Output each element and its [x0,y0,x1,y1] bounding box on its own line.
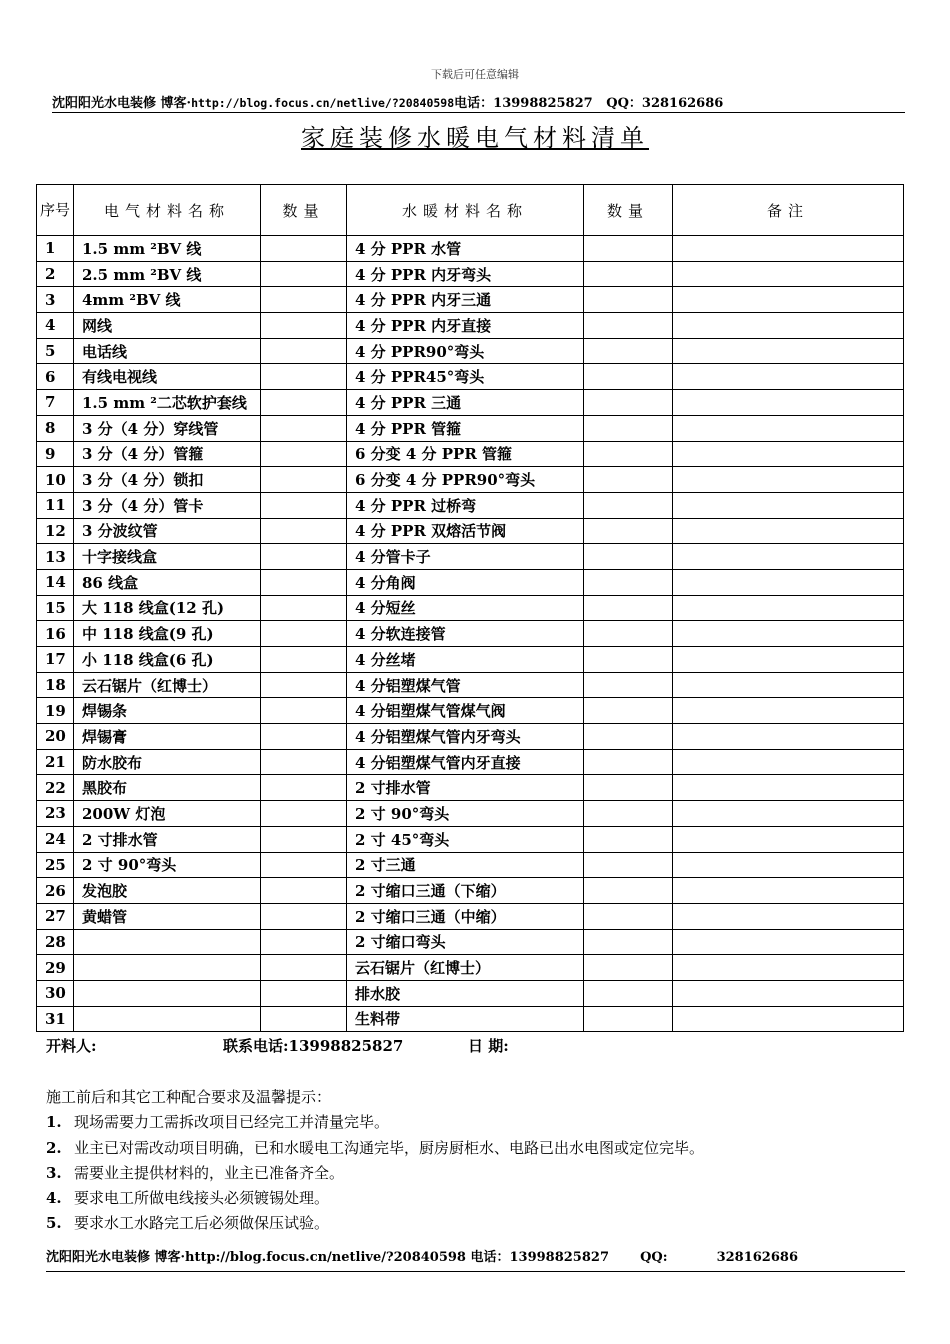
plumbing-quantity-cell [584,1006,673,1032]
row-number: 28 [37,929,74,955]
remarks-cell [673,364,904,390]
electric-material-name: 1.5 mm ²二芯软护套线 [74,390,261,416]
row-number: 10 [37,467,74,493]
remarks-cell [673,313,904,339]
plumbing-quantity-cell [584,467,673,493]
note-number: 2. [46,1138,62,1157]
plumbing-material-name: 2 寸排水管 [347,775,584,801]
electric-quantity-cell [261,955,347,981]
electric-material-name: 黑胶布 [74,775,261,801]
remarks-cell [673,441,904,467]
electric-quantity-cell [261,338,347,364]
header-line [52,92,905,113]
plumbing-quantity-cell [584,647,673,673]
note-number: 3. [46,1163,62,1182]
row-number: 3 [37,287,74,313]
row-number: 30 [37,980,74,1006]
plumbing-material-name: 6 分变 4 分 PPR90°弯头 [347,467,584,493]
table-row [37,980,904,1006]
electric-quantity-cell [261,287,347,313]
electric-material-name: 86 线盒 [74,569,261,595]
remarks-cell [673,775,904,801]
electric-material-name: 3 分（4 分）穿线管 [74,415,261,441]
table-row [37,467,904,493]
note-item [46,1211,704,1236]
contact-phone: 联系电话:13998825827 [223,1037,404,1055]
footer-qq-label: QQ: [640,1250,668,1265]
remarks-cell [673,621,904,647]
remarks-cell [673,287,904,313]
electric-material-name: 200W 灯泡 [74,801,261,827]
remarks-cell [673,467,904,493]
table-row [37,415,904,441]
header-phone: 电话：13998825827 [454,96,593,111]
table-row [37,929,904,955]
electric-material-name [74,1006,261,1032]
electric-material-name [74,955,261,981]
remarks-cell [673,801,904,827]
electric-quantity-cell [261,647,347,673]
plumbing-quantity-cell [584,878,673,904]
plumbing-material-name: 4 分 PPR 过桥弯 [347,492,584,518]
plumbing-quantity-cell [584,903,673,929]
plumbing-quantity-cell [584,724,673,750]
plumbing-material-name: 4 分管卡子 [347,544,584,570]
note-text: 要求水工水路完工后必须做保压试验。 [74,1214,330,1233]
plumbing-material-name: 4 分 PPR 三通 [347,390,584,416]
electric-quantity-cell [261,441,347,467]
footer [46,1246,905,1272]
plumbing-material-name: 4 分 PPR 水管 [347,236,584,262]
table-row [37,390,904,416]
electric-material-name: 2 寸排水管 [74,826,261,852]
electric-material-name: 电话线 [74,338,261,364]
electric-quantity-cell [261,749,347,775]
electric-quantity-cell [261,775,347,801]
electric-quantity-cell [261,518,347,544]
remarks-cell [673,595,904,621]
issuer-label: 开料人: [46,1037,97,1055]
plumbing-material-name: 2 寸缩口三通（中缩） [347,903,584,929]
remarks-cell [673,338,904,364]
electric-quantity-cell [261,826,347,852]
plumbing-material-name: 2 寸缩口三通（下缩） [347,878,584,904]
electric-material-name: 焊锡膏 [74,724,261,750]
electric-quantity-cell [261,801,347,827]
plumbing-quantity-cell [584,801,673,827]
electric-material-name: 2.5 mm ²BV 线 [74,261,261,287]
electric-material-name: 4mm ²BV 线 [74,287,261,313]
plumbing-quantity-cell [584,852,673,878]
table-row [37,518,904,544]
electric-material-name: 防水胶布 [74,749,261,775]
note-number: 4. [46,1189,62,1208]
electric-quantity-cell [261,595,347,621]
header-url[interactable]: http://blog.focus.cn/netlive/?20840598 [191,96,455,110]
row-number: 4 [37,313,74,339]
table-row [37,287,904,313]
row-number: 1 [37,236,74,262]
plumbing-quantity-cell [584,569,673,595]
remarks-cell [673,647,904,673]
plumbing-material-name: 生料带 [347,1006,584,1032]
note-item [46,1186,704,1211]
electric-material-name [74,929,261,955]
electric-material-name: 云石锯片（红博士） [74,672,261,698]
electric-quantity-cell [261,929,347,955]
row-number: 31 [37,1006,74,1032]
plumbing-material-name: 4 分短丝 [347,595,584,621]
remarks-cell [673,492,904,518]
table-row [37,261,904,287]
table-row [37,621,904,647]
plumbing-quantity-cell [584,544,673,570]
header-electric-qty: 数量 [261,185,347,236]
note-text: 需要业主提供材料的，业主已准备齐全。 [74,1163,345,1182]
plumbing-material-name: 云石锯片（红博士） [347,955,584,981]
electric-quantity-cell [261,621,347,647]
header-prefix: 沈阳阳光水电装修 博客· [52,96,192,111]
table-row [37,801,904,827]
row-number: 13 [37,544,74,570]
plumbing-quantity-cell [584,236,673,262]
row-number: 29 [37,955,74,981]
electric-quantity-cell [261,415,347,441]
plumbing-quantity-cell [584,775,673,801]
date-label: 日 期: [468,1037,509,1055]
electric-quantity-cell [261,492,347,518]
table-row [37,724,904,750]
remarks-cell [673,852,904,878]
note-text: 现场需要力工需拆改项目已经完工并清量完毕。 [74,1113,390,1132]
row-number: 2 [37,261,74,287]
table-row [37,749,904,775]
row-number: 8 [37,415,74,441]
plumbing-quantity-cell [584,338,673,364]
plumbing-material-name: 2 寸三通 [347,852,584,878]
note-text: 业主已对需改动项目明确，已和水暖电工沟通完毕，厨房厨柜水、电路已出水电图或定位完毕。 [74,1138,705,1157]
electric-quantity-cell [261,903,347,929]
remarks-cell [673,878,904,904]
remarks-cell [673,955,904,981]
electric-material-name: 3 分（4 分）管箍 [74,441,261,467]
remarks-cell [673,929,904,955]
electric-material-name: 大 118 线盒(12 孔) [74,595,261,621]
electric-quantity-cell [261,878,347,904]
plumbing-quantity-cell [584,415,673,441]
materials-table [36,184,904,1032]
note-number: 1. [46,1113,62,1132]
footer-qq-number: 328162686 [716,1250,798,1265]
plumbing-material-name: 4 分 PPR 双熔活节阀 [347,518,584,544]
table-row [37,698,904,724]
footer-text: 沈阳阳光水电装修 博客·http://blog.focus.cn/netlive/?20840598 电话：13998825827 [46,1250,609,1265]
row-number: 26 [37,878,74,904]
remarks-cell [673,1006,904,1032]
row-number: 19 [37,698,74,724]
remarks-cell [673,672,904,698]
plumbing-quantity-cell [584,621,673,647]
plumbing-quantity-cell [584,749,673,775]
row-number: 20 [37,724,74,750]
electric-material-name: 中 118 线盒(9 孔) [74,621,261,647]
plumbing-material-name: 4 分 PPR 内牙直接 [347,313,584,339]
table-row [37,775,904,801]
plumbing-quantity-cell [584,672,673,698]
remarks-cell [673,749,904,775]
row-number: 11 [37,492,74,518]
plumbing-material-name: 排水胶 [347,980,584,1006]
row-number: 7 [37,390,74,416]
electric-quantity-cell [261,724,347,750]
page-title-wrap [0,118,950,153]
row-number: 22 [37,775,74,801]
electric-quantity-cell [261,236,347,262]
electric-material-name: 发泡胶 [74,878,261,904]
row-number: 12 [37,518,74,544]
note-item [46,1110,704,1135]
row-number: 17 [37,647,74,673]
table-row [37,826,904,852]
remarks-cell [673,698,904,724]
electric-material-name: 十字接线盒 [74,544,261,570]
plumbing-quantity-cell [584,595,673,621]
table-row [37,595,904,621]
table-row [37,852,904,878]
table-row [37,672,904,698]
table-row [37,313,904,339]
table-row [37,544,904,570]
header-electric-name: 电气材料名称 [74,185,261,236]
remarks-cell [673,724,904,750]
table-row [37,903,904,929]
row-number: 18 [37,672,74,698]
plumbing-quantity-cell [584,826,673,852]
remarks-cell [673,236,904,262]
note-number: 5. [46,1214,62,1233]
row-number: 5 [37,338,74,364]
table-row [37,236,904,262]
note-item [46,1161,704,1186]
header-plumbing-qty: 数量 [584,185,673,236]
electric-material-name: 网线 [74,313,261,339]
electric-quantity-cell [261,313,347,339]
notes-heading: 施工前后和其它工种配合要求及温馨提示： [46,1088,332,1106]
electric-quantity-cell [261,390,347,416]
table-row [37,878,904,904]
plumbing-material-name: 4 分软连接管 [347,621,584,647]
row-number: 9 [37,441,74,467]
plumbing-quantity-cell [584,929,673,955]
table-row [37,1006,904,1032]
plumbing-quantity-cell [584,261,673,287]
electric-material-name: 1.5 mm ²BV 线 [74,236,261,262]
plumbing-material-name: 4 分 PPR 管箍 [347,415,584,441]
electric-material-name: 黄蜡管 [74,903,261,929]
row-number: 16 [37,621,74,647]
table-row [37,441,904,467]
plumbing-material-name: 4 分 PPR 内牙弯头 [347,261,584,287]
electric-material-name: 有线电视线 [74,364,261,390]
electric-material-name: 小 118 线盒(6 孔) [74,647,261,673]
plumbing-quantity-cell [584,955,673,981]
remarks-cell [673,826,904,852]
plumbing-quantity-cell [584,518,673,544]
plumbing-material-name: 4 分 PPR45°弯头 [347,364,584,390]
notes-section [46,1085,704,1237]
plumbing-material-name: 4 分角阀 [347,569,584,595]
electric-material-name: 3 分（4 分）管卡 [74,492,261,518]
plumbing-material-name: 4 分铝塑煤气管 [347,672,584,698]
electric-material-name: 2 寸 90°弯头 [74,852,261,878]
remarks-cell [673,261,904,287]
remarks-cell [673,980,904,1006]
plumbing-material-name: 2 寸缩口弯头 [347,929,584,955]
row-number: 27 [37,903,74,929]
row-number: 23 [37,801,74,827]
table-row [37,647,904,673]
remarks-cell [673,415,904,441]
electric-material-name: 3 分波纹管 [74,518,261,544]
row-number: 14 [37,569,74,595]
electric-material-name: 焊锡条 [74,698,261,724]
electric-quantity-cell [261,852,347,878]
plumbing-material-name: 4 分铝塑煤气管内牙弯头 [347,724,584,750]
plumbing-quantity-cell [584,980,673,1006]
plumbing-quantity-cell [584,441,673,467]
electric-quantity-cell [261,261,347,287]
electric-quantity-cell [261,980,347,1006]
remarks-cell [673,518,904,544]
remarks-cell [673,544,904,570]
electric-quantity-cell [261,467,347,493]
remarks-cell [673,903,904,929]
row-number: 24 [37,826,74,852]
electric-material-name [74,980,261,1006]
row-number: 25 [37,852,74,878]
row-number: 6 [37,364,74,390]
header-seq: 序号 [37,185,74,236]
note-text: 要求电工所做电线接头必须镀锡处理。 [74,1189,330,1208]
remarks-cell [673,569,904,595]
plumbing-material-name: 4 分铝塑煤气管煤气阀 [347,698,584,724]
plumbing-material-name: 4 分 PPR 内牙三通 [347,287,584,313]
header-qq: QQ：328162686 [606,96,724,111]
table-header-row [37,185,904,236]
plumbing-material-name: 4 分 PPR90°弯头 [347,338,584,364]
plumbing-quantity-cell [584,698,673,724]
table-row [37,338,904,364]
table-row [37,569,904,595]
plumbing-material-name: 4 分铝塑煤气管内牙直接 [347,749,584,775]
plumbing-material-name: 6 分变 4 分 PPR 管箍 [347,441,584,467]
plumbing-material-name: 2 寸 45°弯头 [347,826,584,852]
plumbing-quantity-cell [584,390,673,416]
electric-quantity-cell [261,672,347,698]
plumbing-material-name: 4 分丝堵 [347,647,584,673]
header-remarks: 备注 [673,185,904,236]
table-row [37,955,904,981]
header-plumbing-name: 水暖材料名称 [347,185,584,236]
electric-quantity-cell [261,544,347,570]
electric-quantity-cell [261,569,347,595]
plumbing-quantity-cell [584,492,673,518]
row-number: 15 [37,595,74,621]
plumbing-quantity-cell [584,364,673,390]
row-number: 21 [37,749,74,775]
page-title: 家庭装修水暖电气材料清单 [301,124,649,152]
table-row [37,492,904,518]
note-item [46,1136,704,1161]
top-note: 下载后可任意编辑 [431,68,519,81]
electric-material-name: 3 分（4 分）锁扣 [74,467,261,493]
table-row [37,364,904,390]
remarks-cell [673,390,904,416]
plumbing-material-name: 2 寸 90°弯头 [347,801,584,827]
plumbing-quantity-cell [584,287,673,313]
electric-quantity-cell [261,364,347,390]
electric-quantity-cell [261,698,347,724]
plumbing-quantity-cell [584,313,673,339]
electric-quantity-cell [261,1006,347,1032]
